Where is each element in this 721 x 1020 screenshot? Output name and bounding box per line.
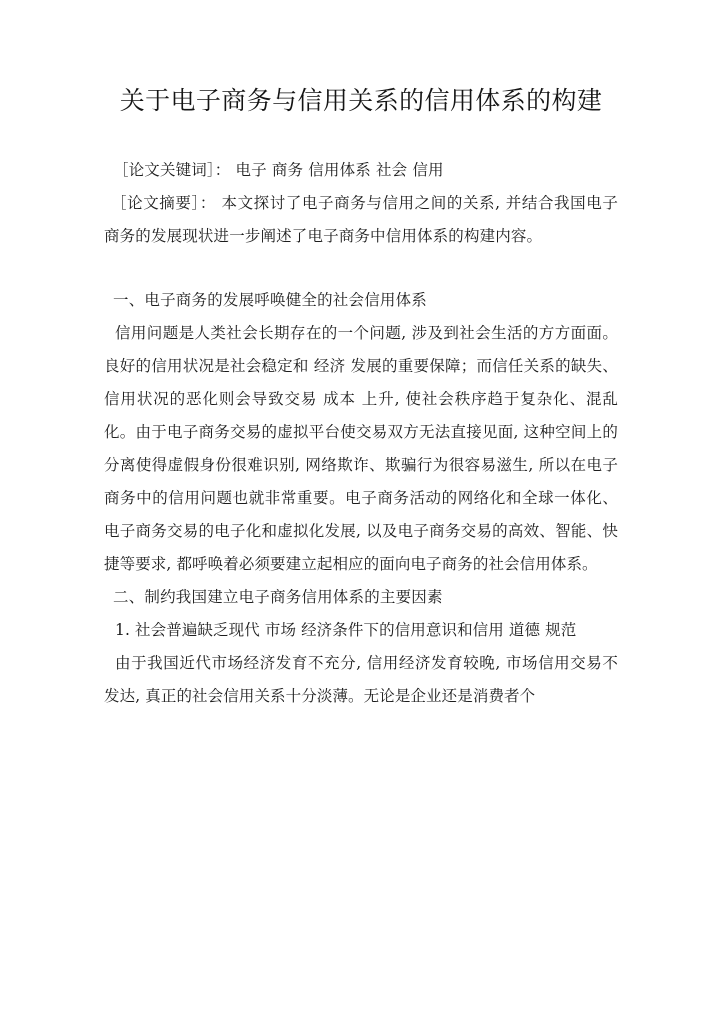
- section-1-paragraph-1: 信用问题是人类社会长期存在的一个问题, 涉及到社会生活的方方面面。良好的信用状况是社会稳定和 经济 发展的重要保障；而信任关系的缺失、信用状况的恶化则会导致交易 成本 上升, 使社会秩序趋于复杂化、混乱化。由于电子商务交易的虚拟平台使交易双方无法直接见面, 这种空间上的分离使得虚假身份很难识别, 网络欺诈、欺骗行为很容易滋生, 所以在电子商务中的信用问题也就非常重要。电子商务活动的网络化和全球一体化、电子商务交易的电子化和虚拟化发展, 以及电子商务交易的高效、智能、快捷等要求, 都呼唤着必须要建立起相应的面向电子商务的社会信用体系。: [104, 324, 618, 573]
- abstract-line: ［论文摘要］： 本文探讨了电子商务与信用之间的关系, 并结合我国电子商务的发展现状进一步阐述了电子商务中信用体系的构建内容。: [104, 194, 618, 245]
- section-2-list-item-1: 1. 社会普遍缺乏现代 市场 经济条件下的信用意识和信用 道德 规范: [115, 621, 577, 639]
- section-heading-1: 一、电子商务的发展呼唤健全的社会信用体系: [113, 291, 428, 309]
- abstract-block: [104, 154, 618, 253]
- section-2-paragraph-1: 由于我国近代市场经济发育不充分, 信用经济发育较晚, 市场信用交易不发达, 真正的社会信用关系十分淡薄。无论是企业还是消费者个: [104, 654, 618, 705]
- body-content: [104, 284, 618, 713]
- page-content: [104, 0, 618, 713]
- section-heading-2: 二、制约我国建立电子商务信用体系的主要因素: [113, 588, 443, 606]
- keywords-line: ［论文关键词］： 电子 商务 信用体系 社会 信用: [113, 161, 444, 179]
- page-title: 关于电子商务与信用关系的信用体系的构建: [119, 86, 603, 115]
